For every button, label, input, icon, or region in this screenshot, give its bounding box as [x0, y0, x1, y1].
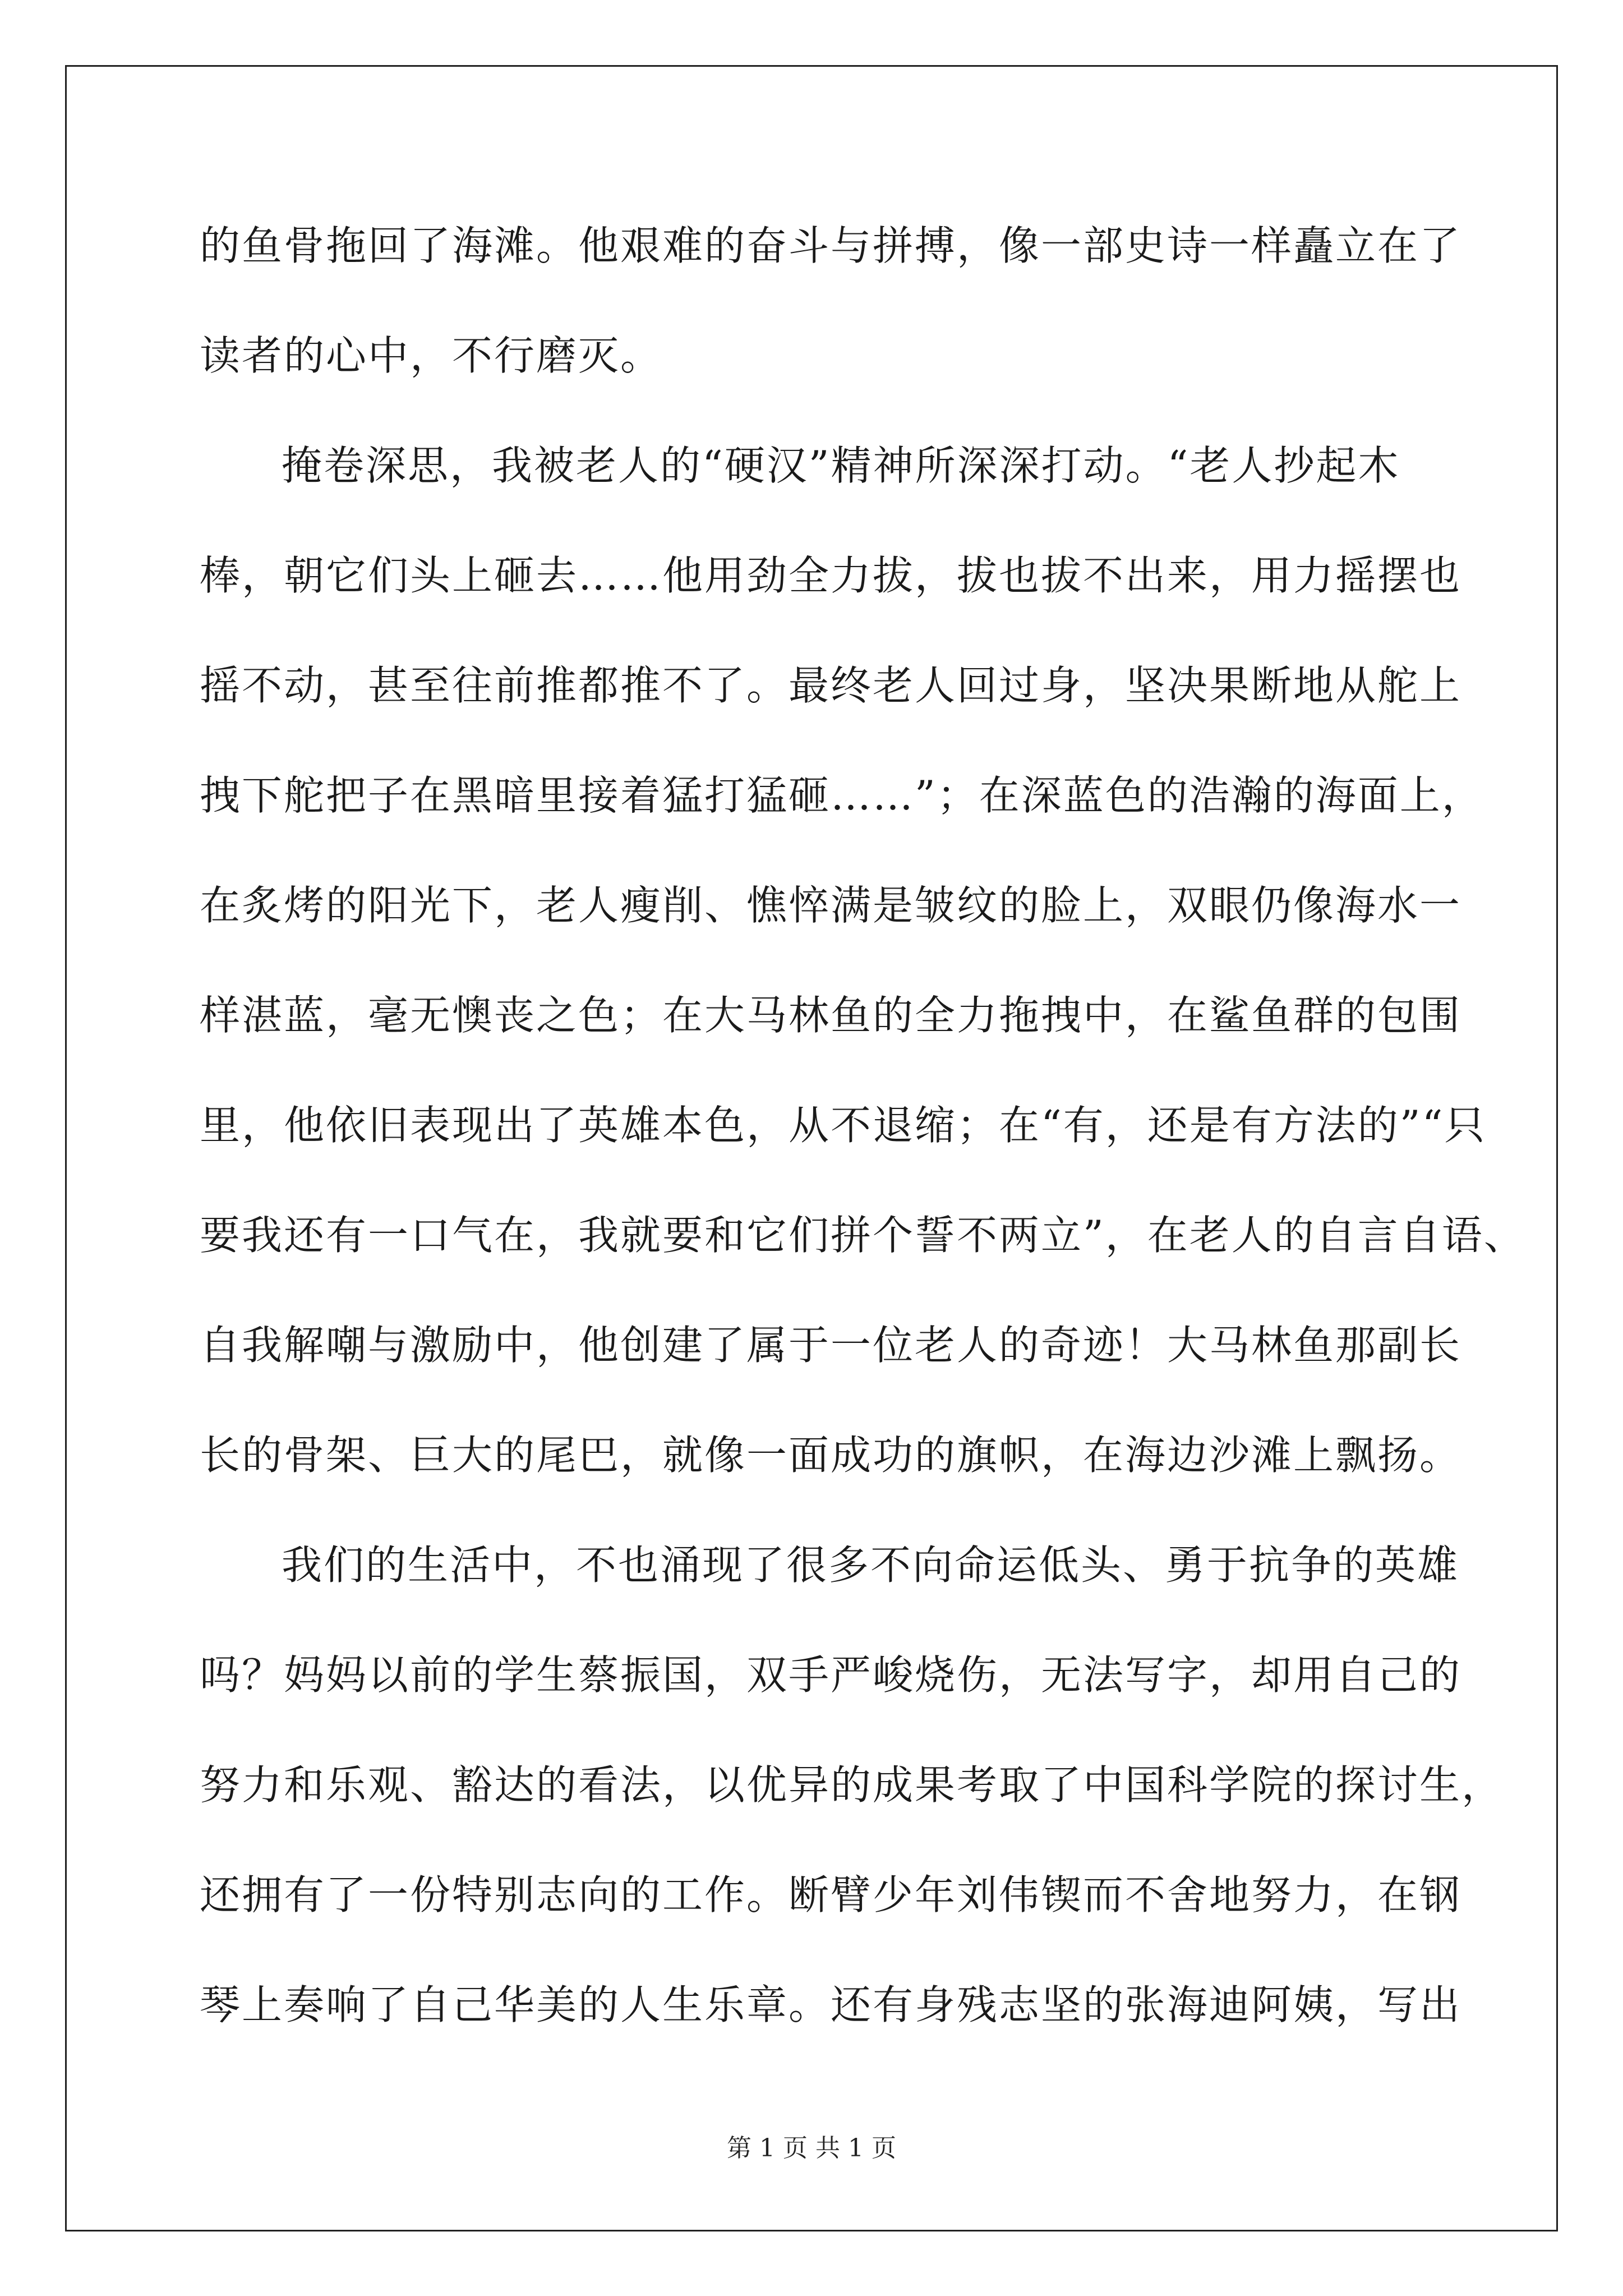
text-line: 的鱼骨拖回了海滩。他艰难的奋斗与拼搏，像一部史诗一样矗立在了	[200, 222, 1462, 269]
text-line: 读者的心中，不行磨灭。	[200, 332, 663, 379]
document-body	[200, 212, 1526, 2081]
text-line: 吗？妈妈以前的学生蔡振国，双手严峻烧伤，无法写字，却用自己的	[200, 1651, 1462, 1699]
page-number-label: 第 1 页 共 1 页	[727, 2134, 896, 2162]
text-line: 拽下舵把子在黑暗里接着猛打猛砸……”；在深蓝色的浩瀚的海面上，	[200, 772, 1484, 819]
text-line: 努力和乐观、豁达的看法，以优异的成果考取了中国科学院的探讨生，	[200, 1761, 1504, 1809]
text-line: 摇不动，甚至往前推都推不了。最终老人回过身，坚决果断地从舵上	[200, 662, 1462, 709]
text-line: 要我还有一口气在，我就要和它们拼个誓不两立”，在老人的自言自语、	[200, 1212, 1526, 1259]
text-line: 在炙烤的阳光下，老人瘦削、憔悴满是皱纹的脸上，双眼仍像海水一	[200, 882, 1462, 929]
text-line: 还拥有了一份特别志向的工作。断臂少年刘伟锲而不舍地努力，在钢	[200, 1871, 1462, 1918]
text-line: 里，他依旧表现出了英雄本色，从不退缩；在“有，还是有方法的”“只	[200, 1102, 1487, 1149]
text-line: 长的骨架、巨大的尾巴，就像一面成功的旗帜，在海边沙滩上飘扬。	[200, 1432, 1462, 1479]
text-line: 琴上奏响了自己华美的人生乐章。还有身残志坚的张海迪阿姨，写出	[200, 1981, 1462, 2028]
text-line: 棒，朝它们头上砸去……他用劲全力拔，拔也拔不出来，用力摇摆也	[200, 552, 1462, 599]
text-line: 自我解嘲与激励中，他创建了属于一位老人的奇迹！大马林鱼那副长	[200, 1322, 1462, 1369]
paragraph-start-line: 掩卷深思，我被老人的“硬汉”精神所深深打动。“老人抄起木	[282, 442, 1400, 489]
paragraph-start-line: 我们的生活中，不也涌现了很多不向命运低头、勇于抗争的英雄	[282, 1542, 1460, 1589]
page-footer	[0, 2132, 1623, 2165]
text-line: 样湛蓝，毫无懊丧之色；在大马林鱼的全力拖拽中，在鲨鱼群的包围	[200, 992, 1462, 1039]
